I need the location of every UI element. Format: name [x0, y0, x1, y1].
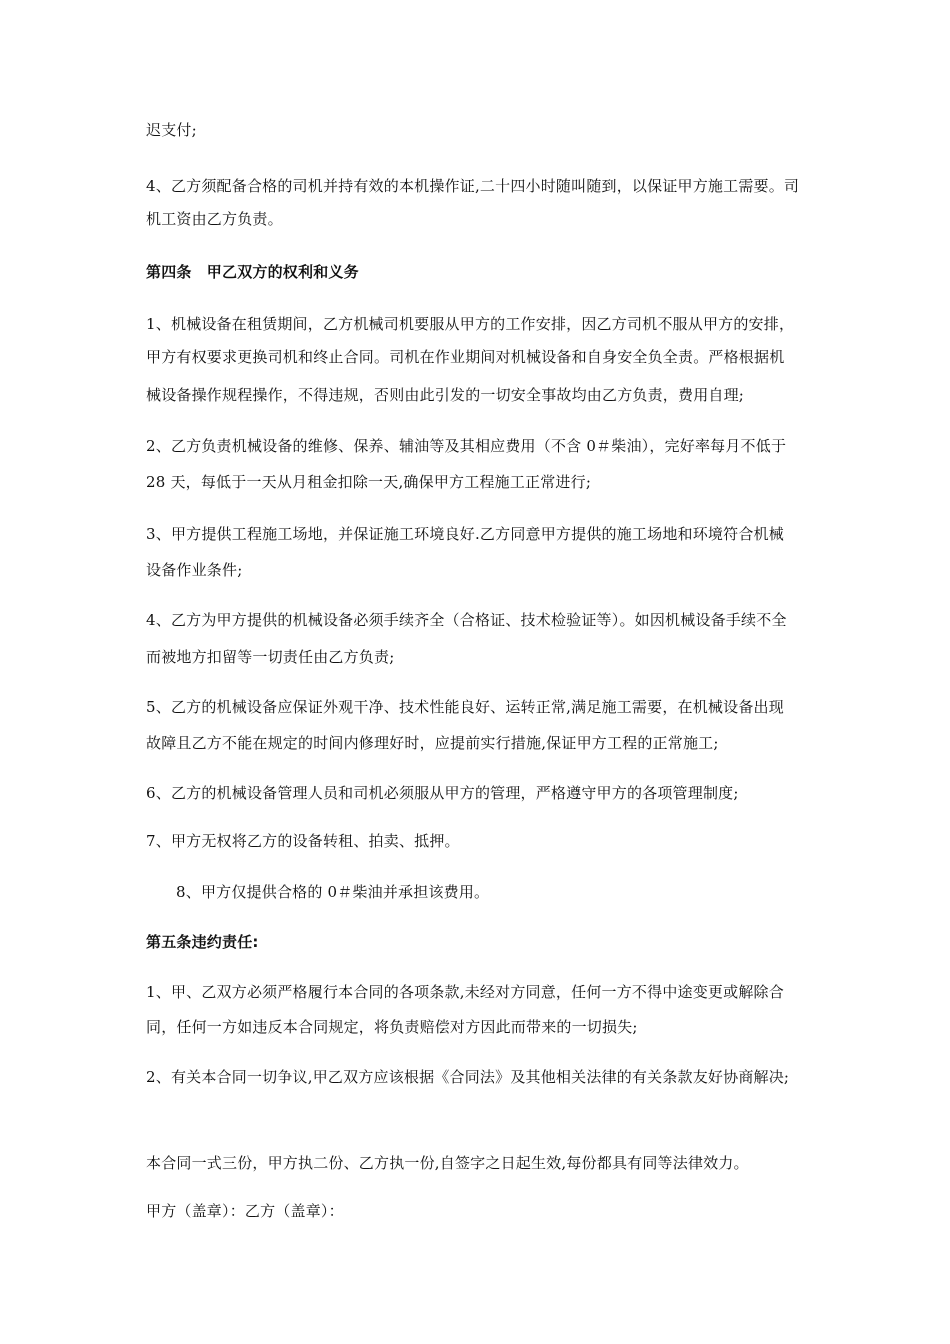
- text-line: 械设备操作规程操作，不得违规，否则由此引发的一切安全事故均由乙方负责，费用自理;: [146, 386, 745, 404]
- text-line: 28 天，每低于一天从月租金扣除一天,确保甲方工程施工正常进行;: [146, 473, 592, 491]
- text-line: 设备作业条件;: [146, 561, 243, 579]
- text-line: 本合同一式三份，甲方执二份、乙方执一份,自签字之日起生效,每份都具有同等法律效力。: [146, 1154, 749, 1172]
- text-line: 同，任何一方如违反本合同规定，将负责赔偿对方因此而带来的一切损失;: [146, 1018, 638, 1036]
- text-line: 2、乙方负责机械设备的维修、保养、辅油等及其相应费用（不含 0＃柴油），完好率每月不低于: [146, 437, 787, 455]
- text-line: 4、乙方须配备合格的司机并持有效的本机操作证,二十四小时随叫随到，以保证甲方施工需要。司: [146, 177, 800, 195]
- text-line: 1、机械设备在租赁期间，乙方机械司机要服从甲方的工作安排，因乙方司机不服从甲方的安排，: [146, 315, 795, 333]
- section-heading: 第四条 甲乙双方的权利和义务: [146, 263, 359, 281]
- text-line: 7、甲方无权将乙方的设备转租、拍卖、抵押。: [146, 832, 460, 850]
- text-line: 4、乙方为甲方提供的机械设备必须手续齐全（合格证、技术检验证等）。如因机械设备手续不全: [146, 611, 787, 629]
- text-line: 迟支付;: [146, 121, 197, 139]
- text-line: 机工资由乙方负责。: [146, 210, 283, 228]
- text-line: 故障且乙方不能在规定的时间内修理好时，应提前实行措施,保证甲方工程的正常施工;: [146, 734, 719, 752]
- text-line: 2、有关本合同一切争议,甲乙双方应该根据《合同法》及其他相关法律的有关条款友好协商解决;: [146, 1068, 790, 1086]
- section-heading: 第五条违约责任:: [146, 933, 259, 951]
- text-line: 8、甲方仅提供合格的 0＃柴油并承担该费用。: [176, 883, 490, 901]
- text-line: 3、甲方提供工程施工场地，并保证施工环境良好.乙方同意甲方提供的施工场地和环境符合机械: [146, 525, 784, 543]
- text-line: 6、乙方的机械设备管理人员和司机必须服从甲方的管理，严格遵守甲方的各项管理制度;: [146, 784, 739, 802]
- text-line: 5、乙方的机械设备应保证外观干净、技术性能良好、运转正常,满足施工需要，在机械设备出现: [146, 698, 784, 716]
- text-line: 而被地方扣留等一切责任由乙方负责;: [146, 648, 395, 666]
- text-line: 1、甲、乙双方必须严格履行本合同的各项条款,未经对方同意，任何一方不得中途变更或解除合: [146, 983, 784, 1001]
- signature-line: 甲方（盖章）：乙方（盖章）：: [146, 1202, 344, 1220]
- text-line: 甲方有权要求更换司机和终止合同。司机在作业期间对机械设备和自身安全负全责。严格根据机: [146, 348, 785, 366]
